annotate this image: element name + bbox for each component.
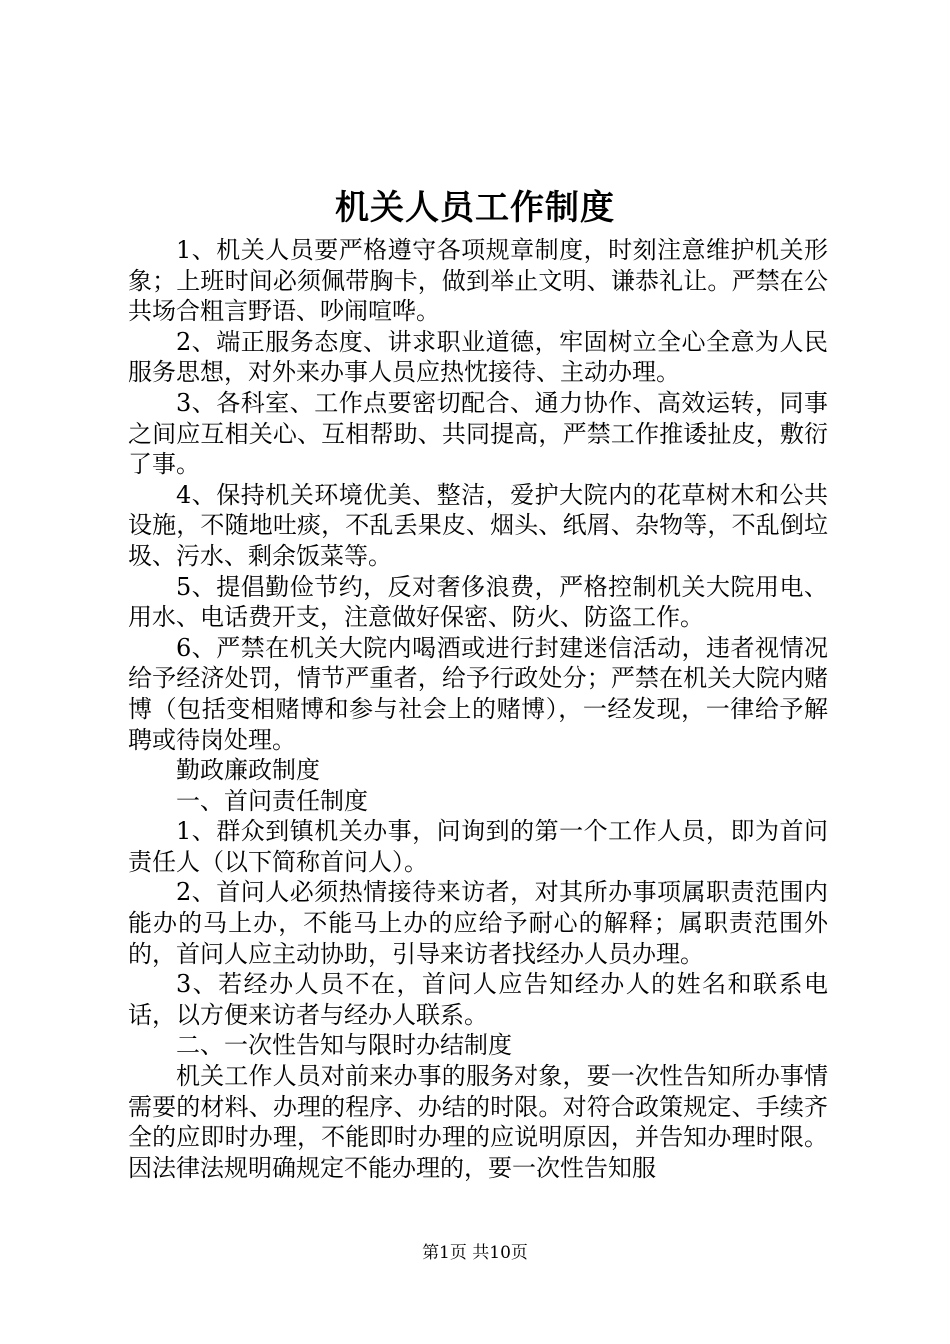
paragraph: 2、端正服务态度、讲求职业道德，牢固树立全心全意为人民服务思想，对外来办事人员应热忱接待、主动办理。: [128, 327, 828, 387]
paragraph: 机关工作人员对前来办事的服务对象，要一次性告知所办事情需要的材料、办理的程序、办结的时限。对符合政策规定、手续齐全的应即时办理，不能即时办理的应说明原因，并告知办理时限。因法律法规明确规定不能办理的，要一次性告知服: [128, 1062, 828, 1182]
paragraph: 3、各科室、工作点要密切配合、通力协作、高效运转，同事之间应互相关心、互相帮助、共同提高，严禁工作推诿扯皮，敷衍了事。: [128, 388, 828, 479]
subsection-heading: 一、首问责任制度: [176, 786, 368, 815]
page-number-footer: 第1页 共10页: [422, 1243, 528, 1263]
subsection-heading: 二、一次性告知与限时办结制度: [176, 1031, 512, 1060]
paragraph: 1、群众到镇机关办事，问询到的第一个工作人员，即为首问责任人（以下简称首问人）。: [128, 817, 828, 876]
paragraph: 4、保持机关环境优美、整洁，爱护大院内的花草树木和公共设施，不随地吐痰，不乱丢果皮、烟头、纸屑、杂物等，不乱倒垃圾、污水、剩余饭菜等。: [128, 480, 828, 570]
paragraph: 5、提倡勤俭节约，反对奢侈浪费，严格控制机关大院用电、用水、电话费开支，注意做好保密、防火、防盗工作。: [128, 572, 828, 632]
section-heading: 勤政廉政制度: [176, 756, 320, 785]
paragraph: 6、严禁在机关大院内喝酒或进行封建迷信活动，违者视情况给予经济处罚，情节严重者，给予行政处分；严禁在机关大院内赌博（包括变相赌博和参与社会上的赌博），一经发现，一律给予解聘或待岗处理。: [128, 633, 828, 754]
document-title: 机关人员工作制度: [335, 188, 615, 228]
document-body: [128, 235, 828, 1183]
paragraph: 3、若经办人员不在，首问人应告知经办人的姓名和联系电话，以方便来访者与经办人联系。: [128, 970, 828, 1029]
paragraph: 1、机关人员要严格遵守各项规章制度，时刻注意维护机关形象；上班时间必须佩带胸卡，做到举止文明、谦恭礼让。严禁在公共场合粗言野语、吵闹喧哗。: [128, 236, 828, 326]
paragraph: 2、首问人必须热情接待来访者，对其所办事项属职责范围内能办的马上办，不能马上办的应给予耐心的解释；属职责范围外的，首问人应主动协助，引导来访者找经办人员办理。: [128, 878, 828, 968]
